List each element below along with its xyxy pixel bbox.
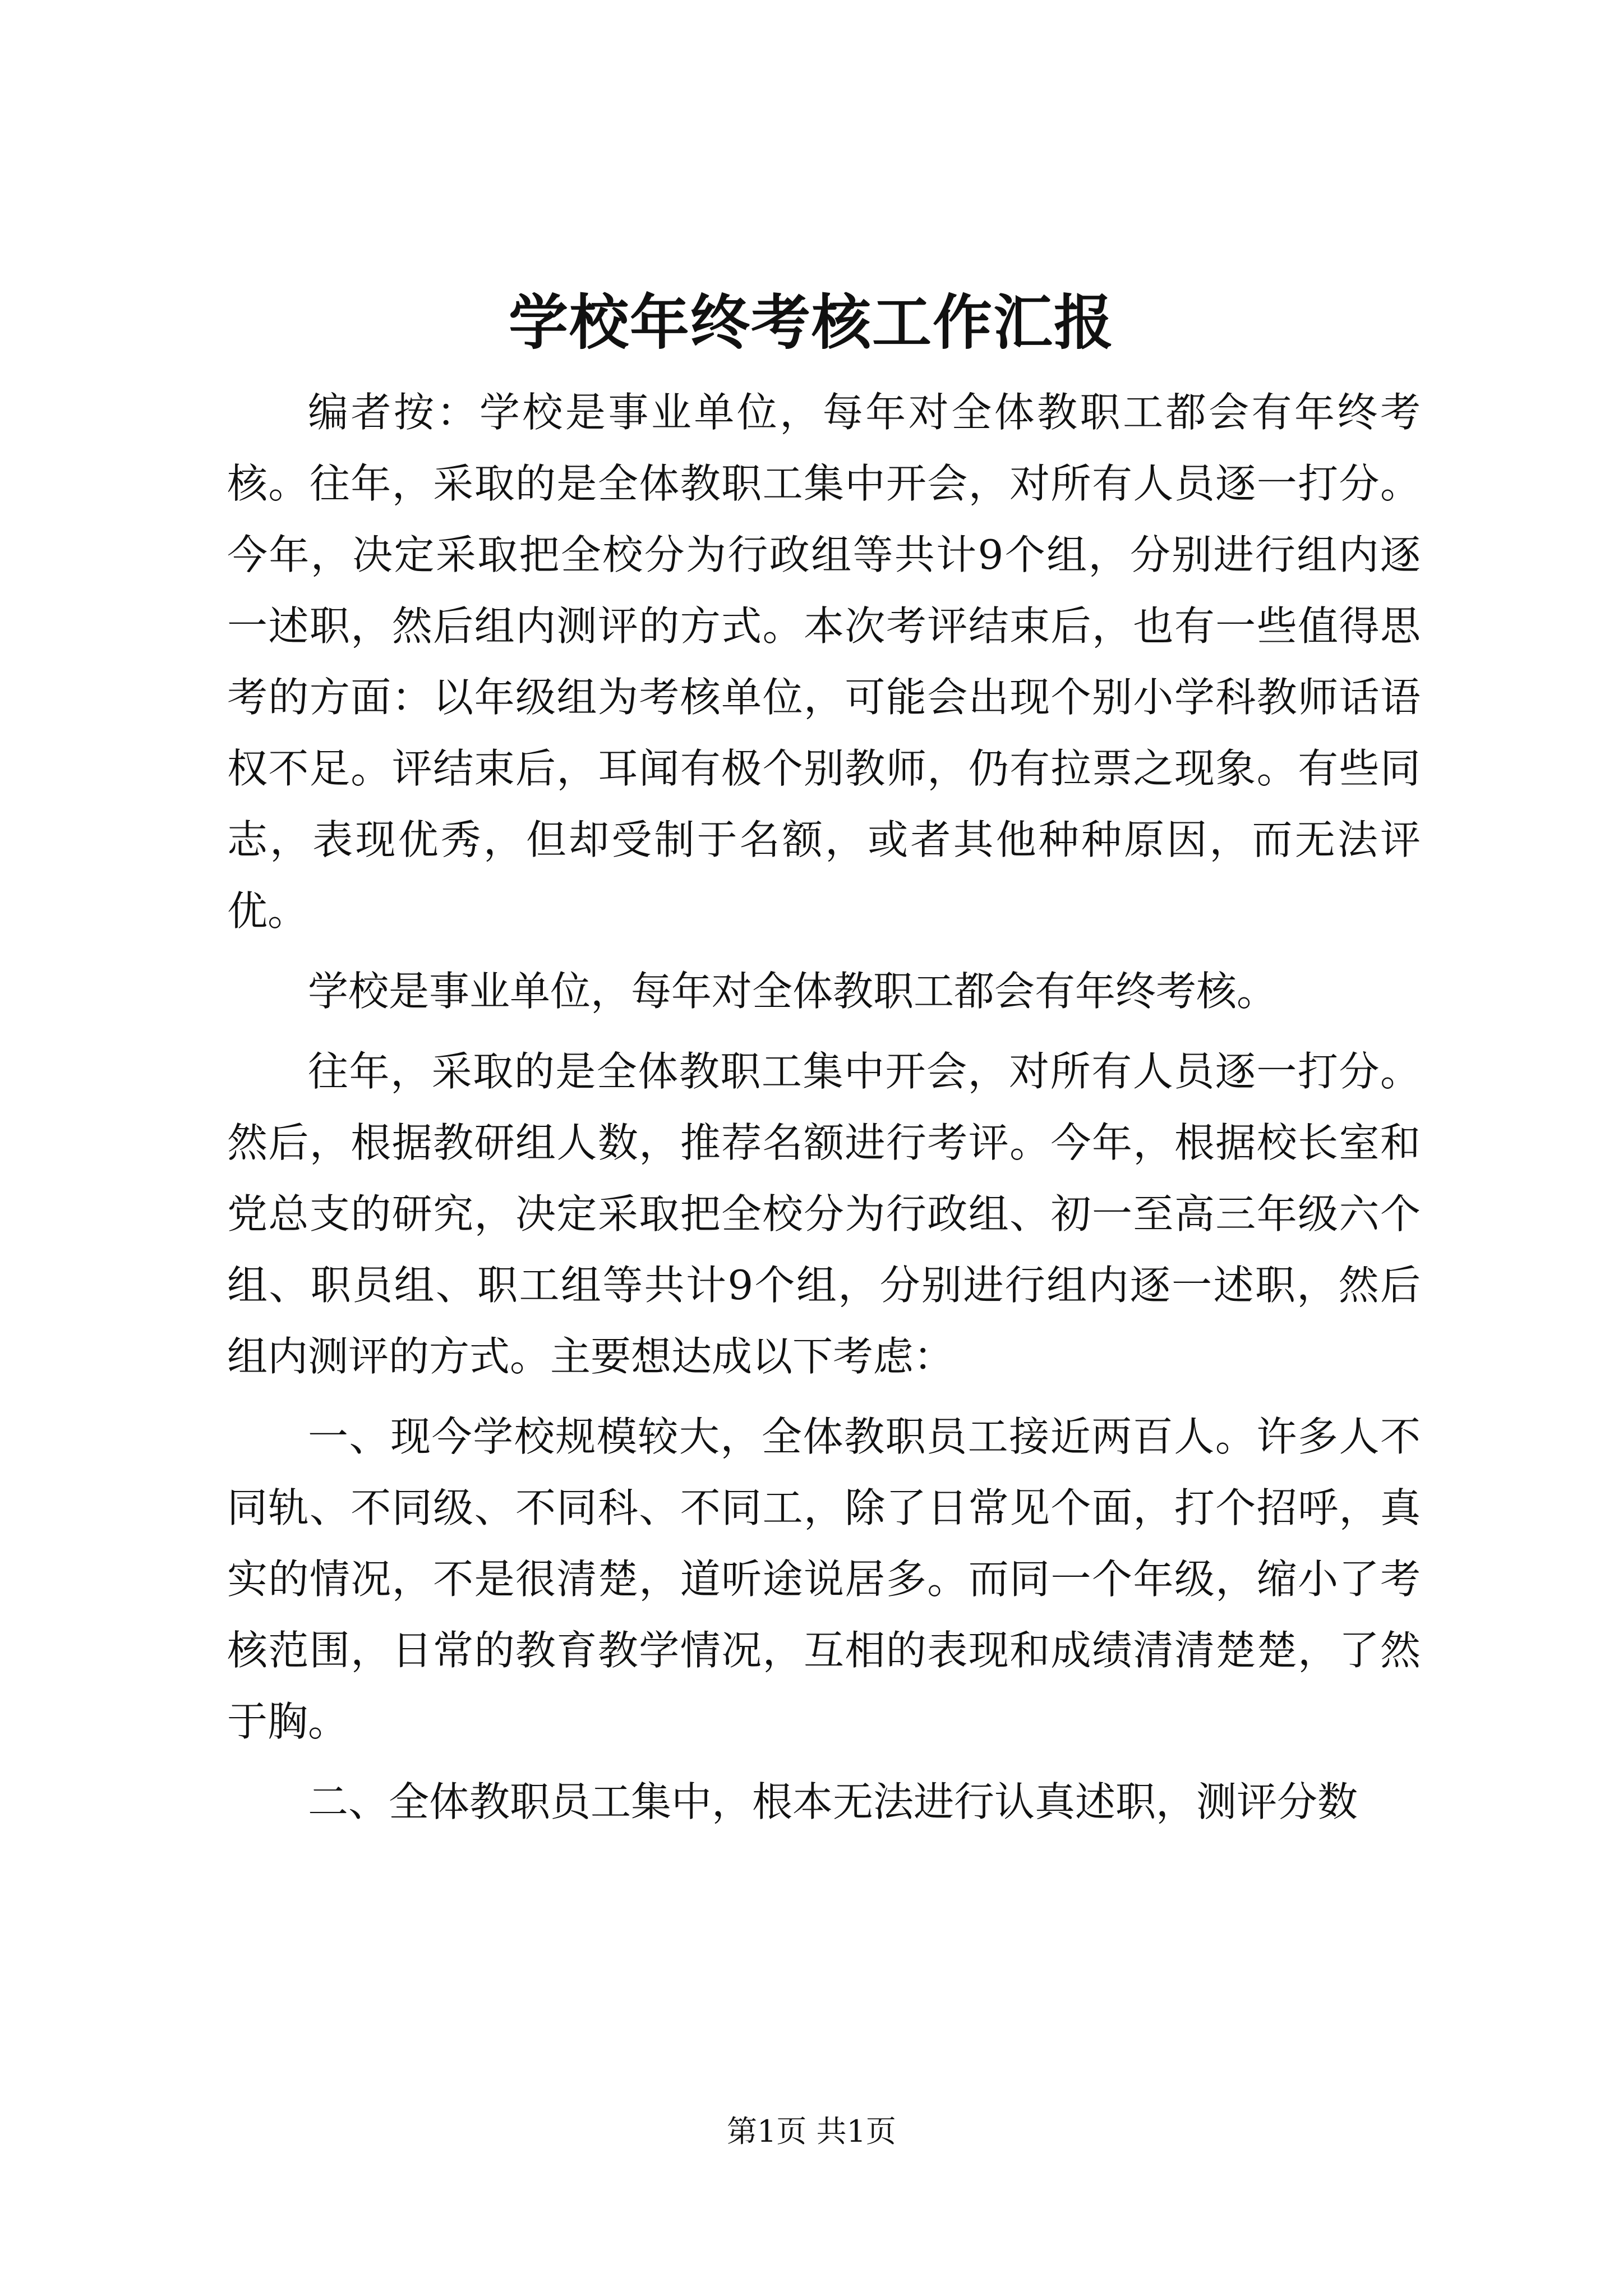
document-body xyxy=(227,377,1421,1838)
paragraph-intro: 学校是事业单位，每年对全体教职工都会有年终考核。 xyxy=(308,968,1278,1015)
paragraph-point-two: 二、全体教职员工集中，根本无法进行认真述职，测评分数 xyxy=(308,1778,1358,1825)
document-title: 学校年终考核工作汇报 xyxy=(509,287,1114,357)
page-footer: 第1页 共1页 xyxy=(727,2114,896,2149)
paragraph-editor-note: 编者按：学校是事业单位，每年对全体教职工都会有年终考核。往年，采取的是全体教职工集中开会，对所有人员逐一打分。今年，决定采取把全校分为行政组等共计9个组，分别进行组内逐一述职，然后组内测评的方式。本次考评结束后，也有一些值得思考的方面：以年级组为考核单位，可能会出现个别小学科教师话语权不足。评结束后，耳闻有极个别教师，仍有拉票之现象。有些同志，表现优秀，但却受制于名额，或者其他种种原因，而无法评优。 xyxy=(227,389,1421,935)
paragraph-past-practice: 往年，采取的是全体教职工集中开会，对所有人员逐一打分。然后，根据教研组人数，推荐名额进行考评。今年，根据校长室和党总支的研究，决定采取把全校分为行政组、初一至高三年级六个组、职员组、职工组等共计9个组，分别进行组内逐一述职，然后组内测评的方式。主要想达成以下考虑： xyxy=(227,1048,1421,1380)
paragraph-point-one: 一、现今学校规模较大，全体教职员工接近两百人。许多人不同轨、不同级、不同科、不同工，除了日常见个面，打个招呼，真实的情况，不是很清楚，道听途说居多。而同一个年级，缩小了考核范围，日常的教育教学情况，互相的表现和成绩清清楚楚，了然于胸。 xyxy=(227,1413,1421,1745)
